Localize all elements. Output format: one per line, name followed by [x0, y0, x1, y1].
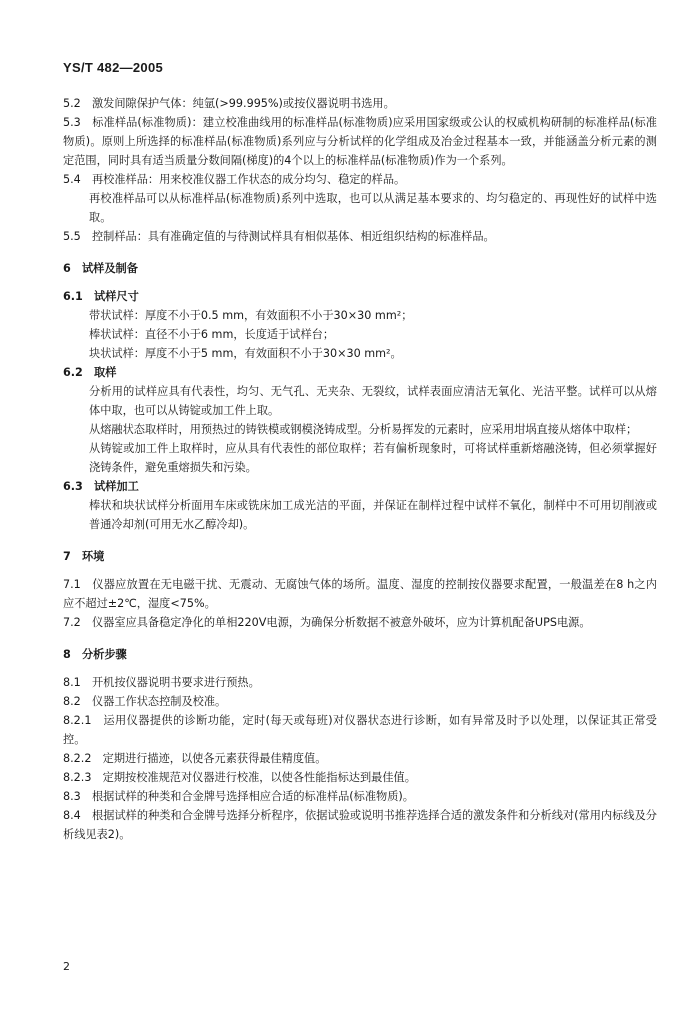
clause-5-5: 5.5 控制样品：具有准确定值的与待测试样具有相似基体、相近组织结构的标准样品。: [63, 230, 495, 243]
clause-8-2-3: 8.2.3 定期按校准规范对仪器进行校准，以使各性能指标达到最佳值。: [63, 771, 416, 784]
section-6-heading: 6 试样及制备: [63, 262, 138, 275]
document-body: [63, 94, 657, 844]
page-number: 2: [63, 960, 70, 973]
clause-8-2: 8.2 仪器工作状态控制及校准。: [63, 695, 227, 708]
clause-6-3-heading: 6.3 试样加工: [63, 480, 139, 493]
clause-8-1: 8.1 开机按仪器说明书要求进行预热。: [63, 676, 260, 689]
clause-6-2-ingot: 从铸锭或加工件上取样时，应从具有代表性的部位取样；若有偏析现象时，可将试样重新熔融浇铸，但必须掌握好浇铸条件，避免重熔损失和污染。: [89, 442, 657, 474]
clause-5-3: 5.3 标准样品(标准物质)：建立校准曲线用的标准样品(标准物质)应采用国家级或公认的权威机构研制的标准样品(标准物质)。原则上所选择的标准样品(标准物质)系列应与分析试样的化学组成及冶金过程基本一致，并能涵盖分析元素的测定范围，同时具有适当质量分数间隔(梯度)的4个以上的标准样品(标准物质)作为一个系列。: [63, 116, 657, 167]
clause-5-2: 5.2 激发间隙保护气体：纯氩(>99.995%)或按仪器说明书选用。: [63, 97, 395, 110]
clause-6-1-rod: 棒状试样：直径不小于6 mm，长度适于试样台；: [89, 328, 335, 341]
standard-number: YS/T 482—2005: [63, 60, 164, 75]
clause-6-1-block: 块状试样：厚度不小于5 mm，有效面积不小于30×30 mm²。: [89, 347, 402, 360]
clause-6-2-general: 分析用的试样应具有代表性，均匀、无气孔、无夹杂、无裂纹，试样表面应清洁无氧化、光洁平整。试样可以从熔体中取，也可以从铸锭或加工件上取。: [89, 385, 657, 417]
clause-8-2-2: 8.2.2 定期进行描迹，以使各元素获得最佳精度值。: [63, 752, 327, 765]
clause-7-1: 7.1 仪器应放置在无电磁干扰、无震动、无腐蚀气体的场所。温度、湿度的控制按仪器要求配置，一般温差在8 h之内应不超过±2℃，湿度<75%。: [63, 578, 657, 610]
clause-8-4: 8.4 根据试样的种类和合金牌号选择分析程序，依据试验或说明书推荐选择合适的激发条件和分析线对(常用内标线及分析线见表2)。: [63, 809, 657, 841]
clause-6-2-heading: 6.2 取样: [63, 366, 117, 379]
section-8-heading: 8 分析步骤: [63, 648, 127, 661]
clause-5-4: 5.4 再校准样品：用来校准仪器工作状态的成分均匀、稳定的样品。: [63, 173, 406, 186]
clause-8-2-1: 8.2.1 运用仪器提供的诊断功能，定时(每天或每班)对仪器状态进行诊断，如有异常及时予以处理，以保证其正常受控。: [63, 714, 657, 746]
clause-5-4-note: 再校准样品可以从标准样品(标准物质)系列中选取，也可以从满足基本要求的、均匀稳定的、再现性好的试样中选取。: [89, 192, 657, 224]
section-7-heading: 7 环境: [63, 550, 105, 563]
clause-6-1-strip: 带状试样：厚度不小于0.5 mm，有效面积不小于30×30 mm²；: [89, 309, 413, 322]
clause-6-2-molten: 从熔融状态取样时，用预热过的铸铁模或钢模浇铸成型。分析易挥发的元素时，应采用坩埚直接从熔体中取样；: [89, 423, 638, 436]
clause-8-3: 8.3 根据试样的种类和合金牌号选择相应合适的标准样品(标准物质)。: [63, 790, 414, 803]
clause-7-2: 7.2 仪器室应具备稳定净化的单相220V电源，为确保分析数据不被意外破坏，应为计算机配备UPS电源。: [63, 616, 591, 629]
clause-6-1-heading: 6.1 试样尺寸: [63, 290, 139, 303]
clause-6-3-text: 棒状和块状试样分析面用车床或铣床加工成光洁的平面，并保证在制样过程中试样不氧化，制样中不可用切削液或普通冷却剂(可用无水乙醇冷却)。: [89, 499, 657, 531]
